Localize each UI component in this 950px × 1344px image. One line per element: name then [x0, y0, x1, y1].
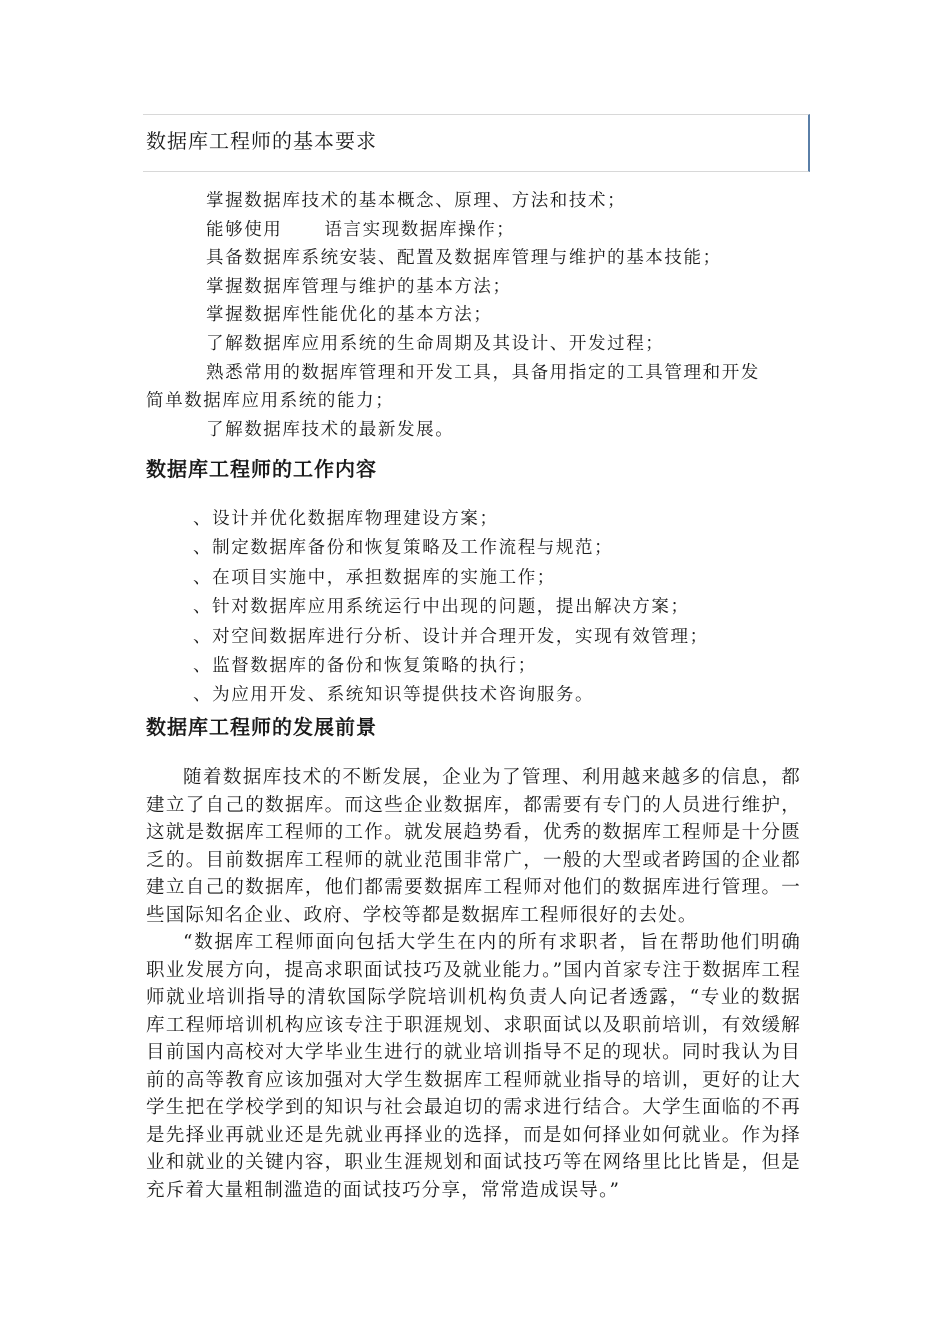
requirement-item: 掌握数据库技术的基本概念、原理、方法和技术； — [206, 191, 627, 211]
duties-list — [146, 505, 826, 711]
paragraph: 随着数据库技术的不断发展，企业为了管理、利用越来越多的信息，都建立了自己的数据库。而这些企业数据库，都需要有专门的人员进行维护，这就是数据库工程师的工作。就发展趋势看，优秀的数据库工程师是十分匮乏的。目前数据库工程师的就业范围非常广，一般的大型或者跨国的企业都建立自己的数据库，他们都需要数据库工程师对他们的数据库进行管理。一些国际知名企业、政府、学校等都是数据库工程师很好的去处。 — [146, 767, 801, 926]
title-box — [143, 114, 810, 172]
requirement-item — [146, 216, 826, 245]
duty-item: 、对空间数据库进行分析、设计并合理开发，实现有效管理； — [193, 626, 709, 647]
duty-item: 、针对数据库应用系统运行中出现的问题，提出解决方案； — [193, 597, 690, 618]
outlook-body — [146, 764, 826, 1204]
requirement-item: 了解数据库应用系统的生命周期及其设计、开发过程； — [206, 333, 665, 354]
requirement-item-continuation: 简单数据库应用系统的能力； — [146, 391, 395, 412]
section-heading-outlook: 数据库工程师的发展前景 — [146, 715, 377, 739]
requirement-item: 熟悉常用的数据库管理和开发工具，具备用指定的工具管理和开发 — [206, 362, 760, 383]
requirement-item-pre: 能够使用 — [206, 219, 283, 240]
section-heading-work: 数据库工程师的工作内容 — [146, 457, 377, 481]
requirement-item-post: 语言实现数据库操作； — [324, 219, 516, 240]
requirement-item: 具备数据库系统安装、配置及数据库管理与维护的基本技能； — [206, 248, 722, 269]
page-title: 数据库工程师的基本要求 — [146, 129, 377, 153]
requirement-item: 了解数据库技术的最新发展。 — [206, 419, 455, 440]
requirement-item: 掌握数据库管理与维护的基本方法； — [206, 276, 512, 297]
duty-item: 、制定数据库备份和恢复策略及工作流程与规范； — [193, 538, 614, 559]
requirements-list — [146, 187, 826, 444]
paragraph: “数据库工程师面向包括大学生在内的所有求职者，旨在帮助他们明确职业发展方向，提高求职面试技巧及就业能力。”国内首家专注于数据库工程师就业培训指导的清软国际学院培训机构负责人向记者透露，“专业的数据库工程师培训机构应该专注于职涯规划、求职面试以及职前培训，有效缓解目前国内高校对大学毕业生进行的就业培训指导不足的现状。同时我认为目前的高等教育应该加强对大学生数据库工程师就业指导的培训，更好的让大学生把在学校学到的知识与社会最迫切的需求进行结合。大学生面临的不再是先择业再就业还是先就业再择业的选择，而是如何择业如何就业。作为择业和就业的关键内容，职业生涯规划和面试技巧等在网络里比比皆是，但是充斥着大量粗制滥造的面试技巧分享，常常造成误导。” — [146, 932, 801, 1201]
requirement-item: 掌握数据库性能优化的基本方法； — [206, 305, 493, 326]
duty-item: 、监督数据库的备份和恢复策略的执行； — [193, 655, 537, 676]
duty-item: 、设计并优化数据库物理建设方案； — [193, 509, 499, 529]
duty-item: 、在项目实施中，承担数据库的实施工作； — [193, 567, 556, 588]
duty-item: 、为应用开发、系统知识等提供技术咨询服务。 — [193, 685, 595, 706]
